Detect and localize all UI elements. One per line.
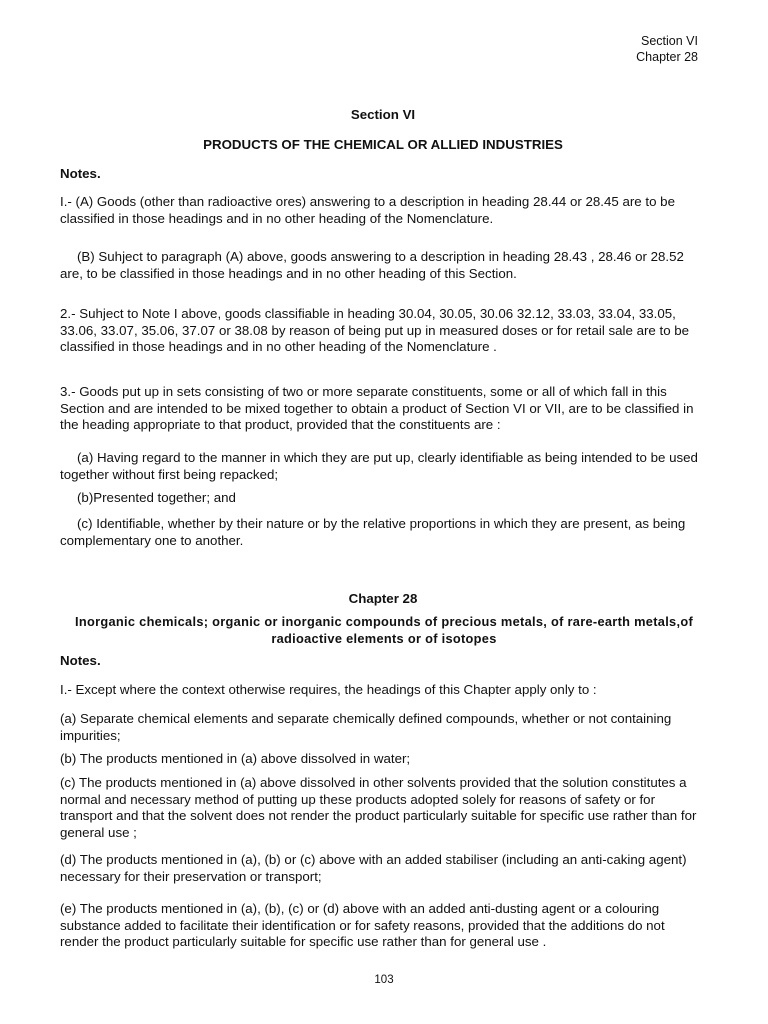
page-number: 103 xyxy=(374,974,394,986)
chapter-item-e: (e) The products mentioned in (a), (b), (c) or (d) above with an added anti-dusting agent or a colouring substance added to facilitate their identification or for safety reasons, provided that the additions do not render the product particularly suitable for specific use rather than for general use . xyxy=(60,901,665,949)
section-note-1b: (B) Suhject to paragraph (A) above, goods answering to a description in heading 28.43 , 28.46 or 28.52 are, to be classified in those headings and in no other heading of this Section. xyxy=(60,249,684,281)
chapter-note-1: I.- Except where the context otherwise requires, the headings of this Chapter apply only to : xyxy=(60,682,597,697)
header-chapter: Chapter 28 xyxy=(636,50,698,64)
chapter-item-c: (c) The products mentioned in (a) above dissolved in other solvents provided that the solution constitutes a normal and necessary method of putting up these products adopted solely for reasons of safety or for transport and that the solvent does not render the product particularly suitable for specific use rather than for general use ; xyxy=(60,775,697,840)
section-note-3a: (a) Having regard to the manner in which they are put up, clearly identifiable as being intended to be used together without first being repacked; xyxy=(60,450,698,482)
chapter-item-b: (b) The products mentioned in (a) above dissolved in water; xyxy=(60,751,411,766)
chapter-notes-label: Notes. xyxy=(60,653,101,668)
page-header xyxy=(636,33,698,65)
section-note-3c: (c) Identifiable, whether by their nature or by the relative proportions in which they are present, as being complementary one to another. xyxy=(60,516,686,548)
section-note-2: 2.- Suhject to Note I above, goods classifiable in heading 30.04, 30.05, 30.06 32.12, 33.03, 33.04, 33.05, 33.06, 33.07, 35.06, 37.07 or 38.08 by reason of being put up in measured doses or for retail sale are to be classified in those headings and in no other heading of the Nomenclature . xyxy=(60,306,690,354)
section-heading: Section VI xyxy=(350,107,416,122)
section-title: PRODUCTS OF THE CHEMICAL OR ALLIED INDUSTRIES xyxy=(203,137,563,152)
chapter-heading: Chapter 28 xyxy=(348,591,418,606)
section-note-3b: (b)Presented together; and xyxy=(77,490,236,505)
header-section: Section VI xyxy=(641,34,698,48)
chapter-item-d: (d) The products mentioned in (a), (b) or (c) above with an added stabiliser (including an anti-caking agent) necessary for their preservation or transport; xyxy=(60,852,687,884)
section-note-1a: I.- (A) Goods (other than radioactive ores) answering to a description in heading 28.44 or 28.45 are to be classified in those headings and in no other heading of the Nomenclature. xyxy=(60,194,675,226)
chapter-item-a: (a) Separate chemical elements and separate chemically defined compounds, whether or not containing impurities; xyxy=(60,711,672,743)
chapter-title: Inorganic chemicals; organic or inorganic compounds of precious metals, of rare-earth metals,of radioactive elements or of isotopes xyxy=(75,614,693,646)
section-notes-label: Notes. xyxy=(60,166,101,181)
section-note-3: 3.- Goods put up in sets consisting of two or more separate constituents, some or all of which fall in this Section and are intended to be mixed together to obtain a product of Section VI or VII, are to be classified in the heading appropriate to that product, provided that the constituents are : xyxy=(60,384,694,432)
